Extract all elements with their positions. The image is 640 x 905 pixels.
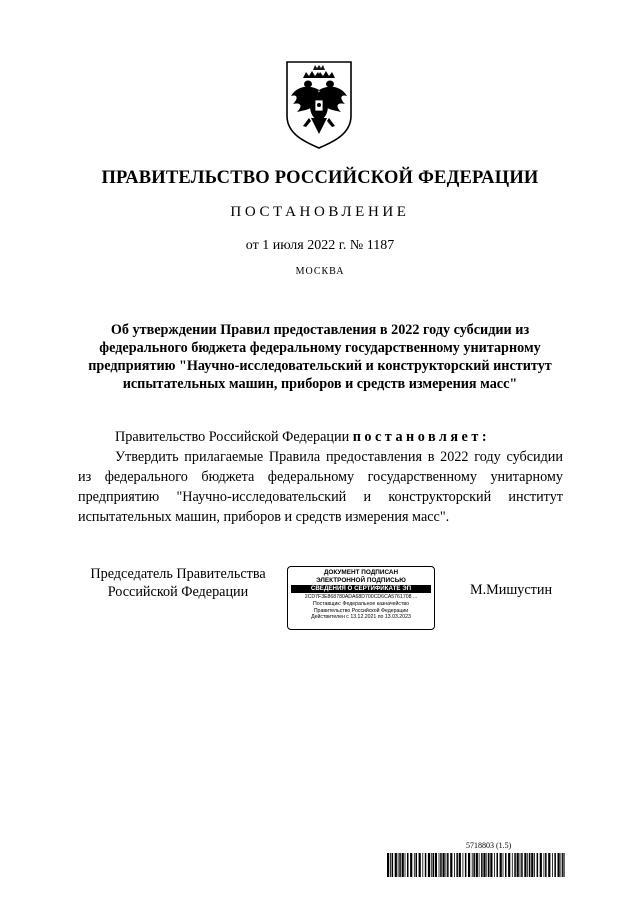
document-type: ПОСТАНОВЛЕНИЕ: [230, 204, 410, 220]
city: МОСКВА: [295, 266, 345, 277]
stamp-header-line2: ЭЛЕКТРОННОЙ ПОДПИСЬЮ: [316, 576, 406, 584]
stamp-owner: Правительство Российской Федерации: [313, 607, 409, 614]
stamp-serial: 2CD7F3E868780ADA68D700CD6CA5761708 ...: [304, 594, 418, 600]
resolves-word: постановляет:: [352, 429, 491, 445]
signer-title: [78, 565, 278, 601]
barcode: [387, 853, 565, 877]
signer-name: М.Мишустин: [470, 582, 553, 598]
document-body: [78, 427, 563, 527]
stamp-cert-header: СВЕДЕНИЯ О СЕРТИФИКАТЕ ЭП: [291, 585, 431, 593]
signer-title-line2: Российской Федерации: [107, 584, 249, 600]
signer-title-line1: Председатель Правительства: [90, 566, 266, 582]
document-subject: Об утверждении Правил предоставления в 2022 году субсидии из федерального бюджета федеральному государственному унитарному предприятию "Научно-исследовательский и конструкторский институт испытательных машин, приборов и средств измерения масс": [88, 322, 552, 392]
government-title: ПРАВИТЕЛЬСТВО РОССИЙСКОЙ ФЕДЕРАЦИИ: [101, 168, 539, 188]
barcode-number: 5718803 (1.5): [466, 841, 512, 850]
stamp-validity: Действителен с 13.12.2021 по 13.03.2023: [311, 614, 411, 621]
stamp-header-line1: ДОКУМЕНТ ПОДПИСАН: [323, 569, 399, 576]
electronic-signature-stamp: [287, 566, 435, 630]
date-and-number: от 1 июля 2022 г. № 1187: [245, 238, 395, 253]
coat-of-arms-emblem: [283, 58, 355, 150]
body-decision: Утвердить прилагаемые Правила предоставления в 2022 году субсидии из федерального бюджета федеральному государственному унитарному предприятию "Научно-исследовательский и конструкторский институт испытательных машин, приборов и средств измерения масс".: [78, 449, 563, 525]
body-intro: Правительство Российской Федерации: [115, 429, 350, 445]
stamp-issuer: Поставщик: Федеральное казначейство: [313, 600, 409, 607]
resolution-intro: [78, 427, 563, 447]
